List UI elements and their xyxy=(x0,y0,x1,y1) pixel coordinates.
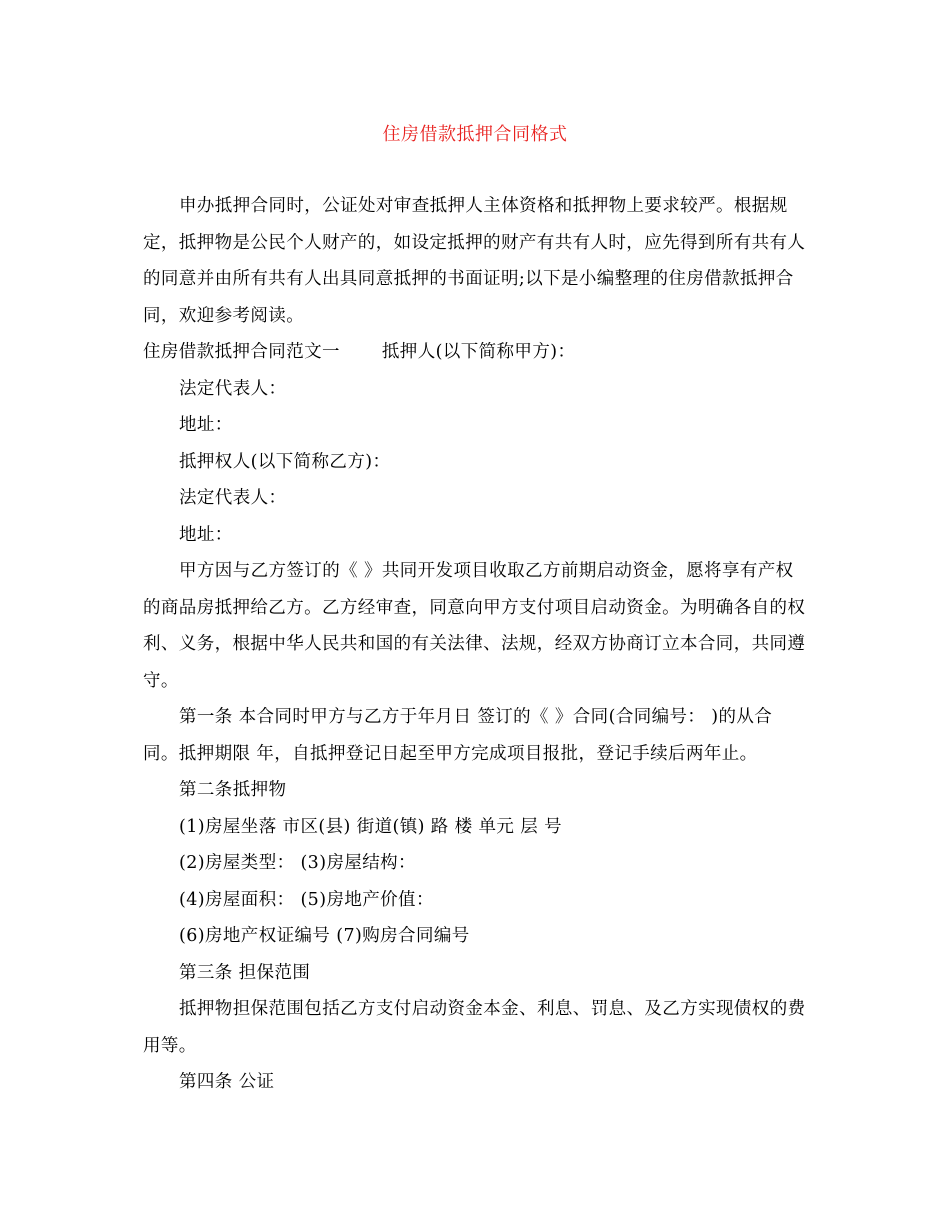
sample-heading: 住房借款抵押合同范文一 xyxy=(143,342,340,362)
article-2-item-6-7: (6)房地产权证编号 (7)购房合同编号 xyxy=(179,926,470,946)
article-3-title: 第三条 担保范围 xyxy=(179,962,311,983)
article-2-item-1: (1)房屋坐落 市区(县) 街道(镇) 路 楼 单元 层 号 xyxy=(179,816,563,837)
legal-rep-2: 法定代表人： xyxy=(179,488,287,508)
article-1-paragraph: 第一条 本合同时甲方与乙方于年月日 签订的《 》合同(合同编号： )的从合同。抵押期限 年，自抵押登记日起至甲方完成项目报批，登记手续后两年止。 xyxy=(143,707,773,764)
intro-paragraph: 申办抵押合同时，公证处对审查抵押人主体资格和抵押物上要求较严。根据规定，抵押物是公民个人财产的，如设定抵押的财产有共有人时，应先得到所有共有人的同意并由所有共有人出具同意抵押的书面证明;以下是小编整理的住房借款抵押合同，欢迎参考阅读。 xyxy=(143,196,806,326)
document-body xyxy=(143,188,807,1101)
article-2-title: 第二条抵押物 xyxy=(179,780,287,800)
article-4-title: 第四条 公证 xyxy=(179,1072,275,1092)
address-2: 地址： xyxy=(179,524,233,545)
legal-rep-1: 法定代表人： xyxy=(179,378,287,399)
article-2-item-2-3: (2)房屋类型： (3)房屋结构： xyxy=(179,853,416,873)
preamble-paragraph: 甲方因与乙方签订的《 》共同开发项目收取乙方前期启动资金，愿将享有产权的商品房抵押给乙方。乙方经审查，同意向甲方支付项目启动资金。为明确各自的权利、义务，根据中华人民共和国的有关法律、法规，经双方协商订立本合同，共同遵守。 xyxy=(143,561,806,691)
address-1: 地址： xyxy=(179,415,233,435)
document-title: 住房借款抵押合同格式 xyxy=(382,124,568,145)
mortgagor-label: 抵押人(以下简称甲方)： xyxy=(381,342,576,362)
sample-heading-line xyxy=(143,334,807,371)
article-3-paragraph: 抵押物担保范围包括乙方支付启动资金本金、利息、罚息、及乙方实现债权的费用等。 xyxy=(143,999,806,1056)
mortgagee-label: 抵押权人(以下简称乙方)： xyxy=(179,451,391,472)
article-2-item-4-5: (4)房屋面积： (5)房地产价值： xyxy=(179,889,434,910)
